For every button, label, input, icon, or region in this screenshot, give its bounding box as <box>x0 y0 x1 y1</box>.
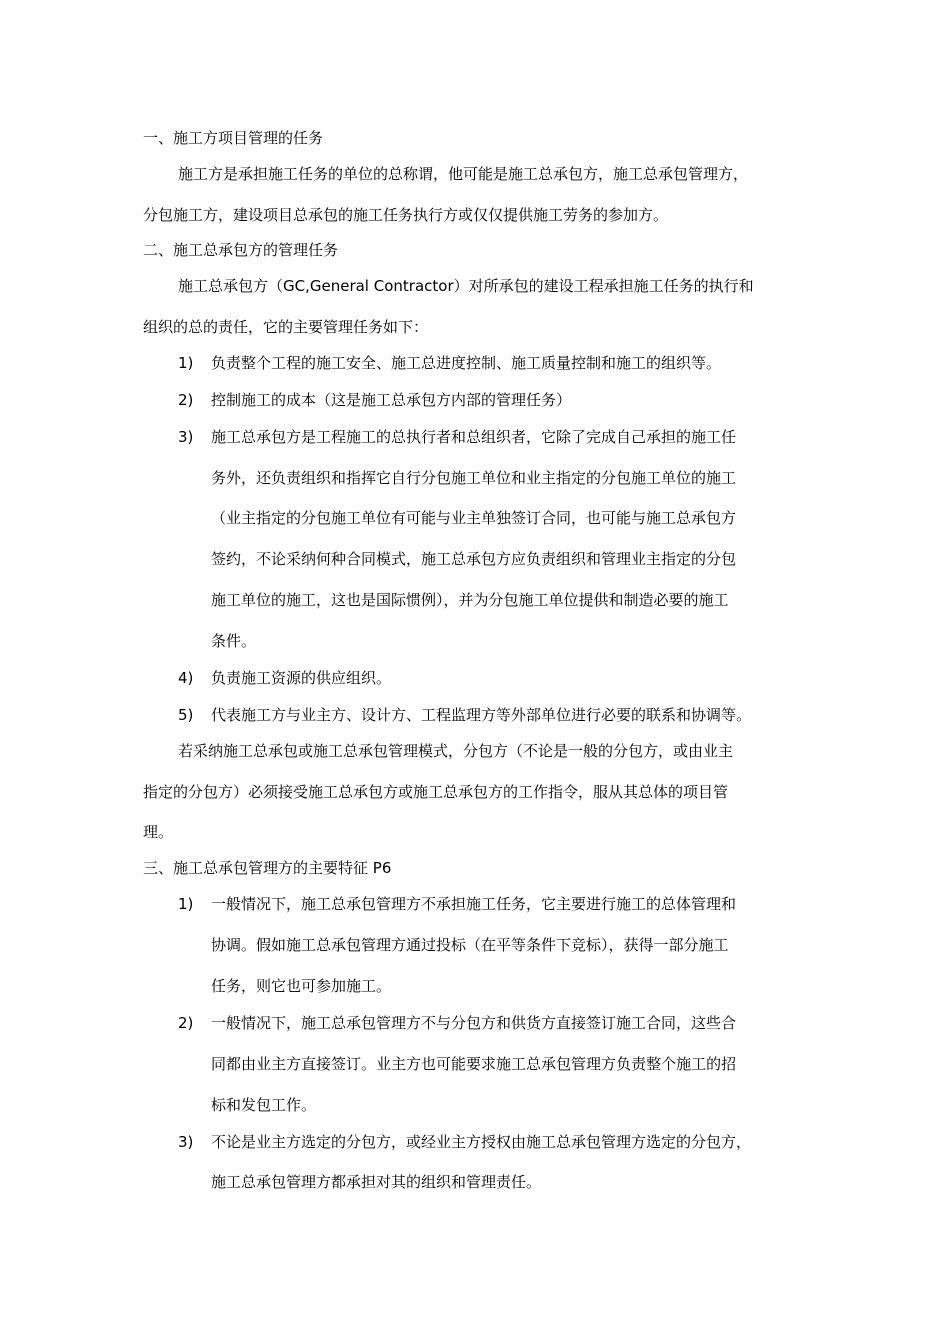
section-2-item-1-line-1 <box>211 353 721 373</box>
body-text: 条件。 <box>211 632 257 650</box>
body-text: 等。 <box>691 354 722 372</box>
emphasis-text: 施工的成本 <box>241 391 317 409</box>
section-2-note-line-2 <box>143 782 728 802</box>
section-3-item-2-line-3 <box>211 1095 316 1115</box>
section-2-item-2-line-1 <box>211 390 571 410</box>
body-text: 签约，不论采纳何种合同模式，施工总承包方应 <box>211 550 527 568</box>
section-3-heading: 三、施工总承包管理方的主要特征 P6 <box>143 859 392 877</box>
section-2-note-line-1 <box>178 741 733 761</box>
body-text: 施工总承包方是工程施工的 <box>211 428 392 446</box>
emphasis-text: 施工资源的供应组织 <box>241 669 377 687</box>
section-3-item-number: 3) <box>178 1133 194 1151</box>
emphasis-text: 联系和协调 <box>646 706 722 724</box>
body-text: 施工总承包管理方都承担对其的 <box>211 1173 422 1191</box>
body-text: ，这也是国际惯例），并为分包施工单位提供和制造必要的施工 <box>316 591 729 609</box>
body-text: 负责 <box>616 1055 647 1073</box>
section-2-item-3-line-2 <box>211 468 736 488</box>
section-2-note-line-3 <box>143 822 173 842</box>
emphasis-text: 整个施工的招 <box>646 1055 737 1073</box>
body-text: 不论是业主方选定的分包方，或经业主方授权由施工总承包管理方选定的分包方， <box>211 1133 752 1151</box>
body-text: ） <box>556 391 572 409</box>
section-3-item-1-line-2 <box>211 935 729 955</box>
body-text: 务外，还负责组织和指挥它自行分包施工单位和业主指定的分包施工单位的施工 <box>211 469 737 487</box>
section-3-item-2-line-2 <box>211 1054 736 1074</box>
section-2-item-5-line-1 <box>211 705 751 725</box>
body-text: 同都由 <box>211 1055 257 1073</box>
emphasis-text: 组织和管理责任 <box>421 1173 527 1191</box>
body-text: 控制 <box>211 391 242 409</box>
section-3-item-number: 2) <box>178 1014 194 1032</box>
emphasis-text: 不承担施工任务 <box>421 895 527 913</box>
emphasis-text: 施工总承包管理方 <box>496 1055 617 1073</box>
section-2-item-number: 3) <box>178 428 194 446</box>
body-text: 等外部单位进行必要的 <box>496 706 647 724</box>
body-text: 负责 <box>211 669 242 687</box>
emphasis-text: 总体管理和 <box>661 895 737 913</box>
emphasis-text: 必须接受施工总承包方或施工总承包方的工作指令，服从其总体的项目管 <box>248 783 729 801</box>
section-2-item-number: 5) <box>178 706 194 724</box>
body-text: 。 <box>158 823 174 841</box>
body-text: （不论是一般的分包方，或由业主 <box>508 742 734 760</box>
emphasis-text: 内部的管理任务 <box>451 391 557 409</box>
body-text: 。 <box>376 669 392 687</box>
emphasis-text: 负责组织和管理业主指定的分包 <box>526 550 737 568</box>
body-text: 任务，则它也可参加施工。 <box>211 977 392 995</box>
body-text: （这是施工总承包方 <box>316 391 452 409</box>
section-3-item-1-line-3 <box>211 976 391 996</box>
emphasis-text: 施工单位的施工 <box>211 591 317 609</box>
section-2-item-3-line-4 <box>211 549 736 569</box>
body-text: ，它主要进行施工的 <box>526 895 662 913</box>
body-text: 。假如施工总承包管理方通过投标（在平等条件下竞标），获得一部分施工 <box>241 936 729 954</box>
section-3-item-3-line-1 <box>211 1132 751 1152</box>
section-3-item-2-line-1 <box>211 1013 736 1033</box>
section-2-heading: 二、施工总承包方的管理任务 <box>143 241 339 259</box>
body-text: 。 <box>526 1173 542 1191</box>
section-2-item-number: 4) <box>178 669 194 687</box>
body-text: （业主指定的分包施工单位有可能与业主单独签订合同，也可能与施工总承包方 <box>211 509 737 527</box>
section-2-intro-line-2: 组织的总的责任，它的主要管理任务如下： <box>143 318 429 336</box>
body-text: 指定的分包方） <box>143 783 249 801</box>
emphasis-text: 理 <box>143 823 159 841</box>
section-2-intro-line-1: 施工总承包方（GC,General Contractor）对所承包的建设工程承担施工任务的执行和 <box>178 277 754 295</box>
section-2-item-3-line-3 <box>211 508 736 528</box>
section-2-item-3-line-6 <box>211 631 256 651</box>
section-2-item-4-line-1 <box>211 668 391 688</box>
section-2-item-3-line-5 <box>211 590 729 610</box>
section-3-item-number: 1) <box>178 895 194 913</box>
emphasis-text: 施工安全、施工总进度控制、施工质量控制和施工的组织 <box>316 354 692 372</box>
body-text: 若采纳施工总承包或施工总承包管理模式， <box>178 742 464 760</box>
section-2-item-number: 1) <box>178 354 194 372</box>
section-2-item-number: 2) <box>178 391 194 409</box>
body-text: 等。 <box>721 706 752 724</box>
section-1-paragraph-line-2: 分包施工方，建设项目总承包的施工任务执行方或仅仅提供施工劳务的参加方。 <box>143 206 669 224</box>
emphasis-text: 分包方 <box>463 742 509 760</box>
emphasis-text: 标和发包工作。 <box>211 1096 317 1114</box>
emphasis-text: 施工方与业主方、设计方、工程监理方 <box>241 706 497 724</box>
section-3-item-3-line-2 <box>211 1172 541 1192</box>
body-text: 。业主方也可能要求 <box>361 1055 497 1073</box>
section-1-heading: 一、施工方项目管理的任务 <box>143 129 324 147</box>
body-text: 代表 <box>211 706 242 724</box>
body-text: ，它除了完成自己承担的施工任 <box>526 428 737 446</box>
emphasis-text: 业主方直接签订 <box>256 1055 362 1073</box>
emphasis-text: 协调 <box>211 936 242 954</box>
body-text: 一般情况下，施工总承包管理方不与分包方和供货方直接签订施工合同，这些合 <box>211 1014 737 1032</box>
section-1-paragraph-line-1: 施工方是承担施工任务的单位的总称谓，他可能是施工总承包方，施工总承包管理方， <box>178 165 749 183</box>
emphasis-text: 总执行者和总组织者 <box>391 428 527 446</box>
section-2-item-3-line-1 <box>211 427 736 447</box>
body-text: 一般情况下，施工总承包管理方 <box>211 895 422 913</box>
section-3-item-1-line-1 <box>211 894 736 914</box>
body-text: 负责整个工程的 <box>211 354 317 372</box>
